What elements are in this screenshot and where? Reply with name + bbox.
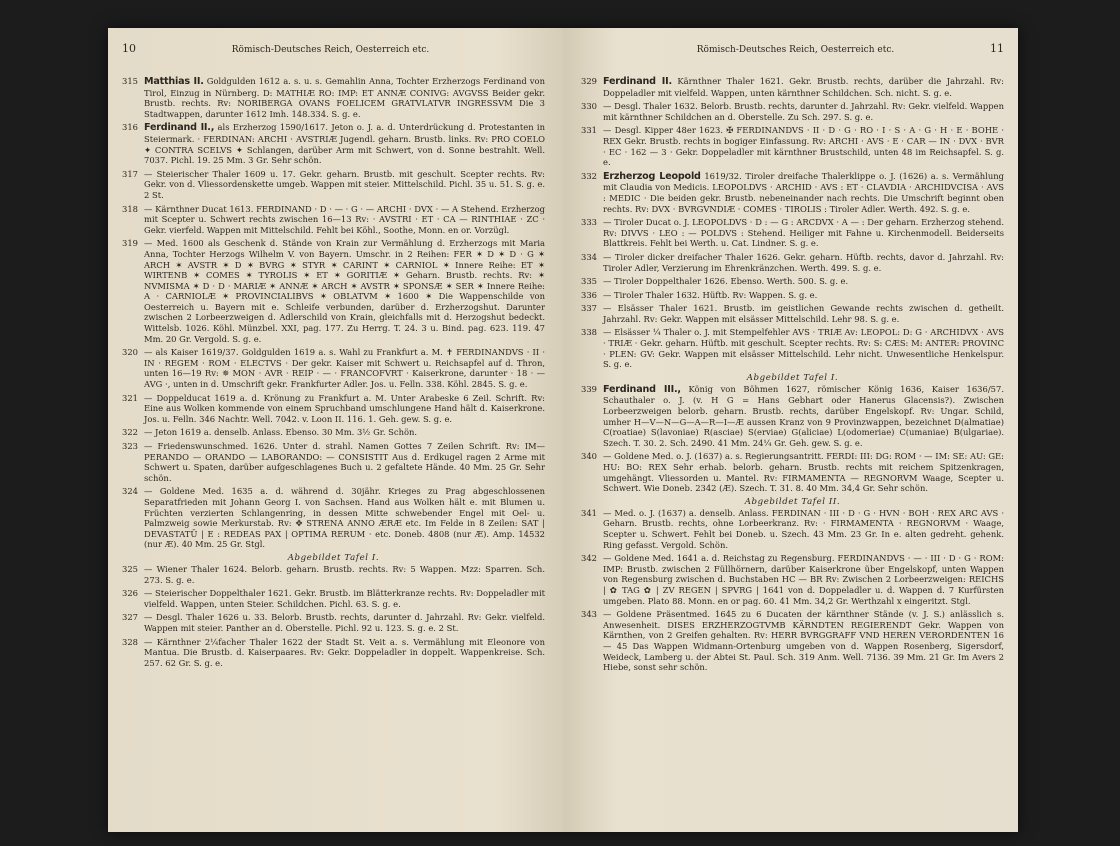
catalog-entry <box>122 427 545 438</box>
lot-number: 318 <box>122 203 138 214</box>
entry-text: — Tiroler Thaler 1632. Hüftb. Rv: Wappen. S. g. e. <box>603 289 818 300</box>
lot-number: 339 <box>581 383 597 394</box>
plate-caption: Abgebildet Tafel I. <box>746 372 839 383</box>
entry-text: — Desgl. Thaler 1632. Belorb. Brustb. rechts, darunter d. Jahrzahl. Rv: Gekr. vielfeld. Wappen mit kärnthner Schildchen an d. Oberstelle. Zu Sch. 297. S. g. e. <box>603 101 1004 122</box>
plate-caption: Abgebildet Tafel II. <box>744 496 841 507</box>
entry-text: — Med. 1600 als Geschenk d. Stände von Krain zur Vermählung d. Erzherzogs mit Maria Anna, Tochter Herzogs Wilhelm V. von Bayern. Umschr. in 2 Reihen: FER ✶ D ✶ D · G ✶ ARCH ✶ AVSTR ✶ D ✶ BVRG ✶ STYR ✶ CARINT ✶ CARNIOL ✶ Innere Reihe: ET ✶ WIRTENB ✶ COMES ✶ TYROLIS ✶ ET ✶ GORITIÆ ✶ Geharn. Brustb. rechts. Rv: ✶ NVMISMA ✶ D · D · MARIÆ ✶ ANNÆ ✶ ARCH ✶ AVSTR ✶ SPONSÆ ✶ SER ✶ Innere Reihe: A · CARNIOLÆ ✶ PROVINCIALIBVS ✶ OBLATVM ✶ 1600 ✶ Die Wappenschilde von Oesterreich u. Bayern mit e. Schleife verbunden, darüber d. Erzherzogshut. Darunter zwischen 2 Lorbeerzweigen d. Adlerschild von Krain, gleichfalls mit d. Herzogshut bedeckt. Wittelsb. 1026. Köhl. Münzbel. XXI, pag. 177. Zu Herrg. T. 24. 3 u. Bind. pag. 623. 119. 47 Mm. 20 Gr. Vergold. S. g. e. <box>144 238 545 344</box>
lot-number: 325 <box>122 563 138 574</box>
book-spread <box>108 28 1018 832</box>
entry-description <box>144 204 545 236</box>
lot-number: 322 <box>122 427 138 438</box>
entry-description <box>144 612 545 633</box>
lot-number: 323 <box>122 441 138 451</box>
catalog-entry <box>581 553 1004 606</box>
entry-description <box>603 553 1004 606</box>
entry-description <box>603 303 1004 324</box>
entry-description <box>603 327 1004 369</box>
catalog-entry <box>581 327 1004 369</box>
entry-text: — Elsässer Thaler 1621. Brustb. im geistlichen Gewande rechts zwischen d. getheilt. Jahrzahl. Rv: Gekr. Wappen mit elsässer Mittelschild. Lehr 98. S. g. e. <box>603 303 1004 324</box>
entry-description <box>603 276 1004 287</box>
catalog-entry <box>122 76 545 119</box>
entry-description <box>603 252 1004 273</box>
ruler-name: Ferdinand II., <box>144 122 215 134</box>
right-page <box>563 28 1018 832</box>
left-running-title: Römisch-Deutsches Reich, Oesterreich etc. <box>231 45 430 55</box>
entry-description <box>144 169 545 201</box>
entry-description <box>603 171 1004 214</box>
catalog-entry <box>581 303 1004 324</box>
catalog-entry <box>581 171 1004 214</box>
lot-number: 338 <box>581 327 597 338</box>
entry-description <box>603 384 1004 449</box>
entry-text: — Kärnthner 2¼facher Thaler 1622 der Stadt St. Veit a. s. Vermählung mit Eleonore von Mantua. Die Brustb. d. Kaiserpaares. Rv: Gekr. Doppeladler in doppelt. Wappenkreise. Sch. 257. 62 Gr. S. g. e. <box>144 636 545 668</box>
entry-description <box>603 451 1004 493</box>
catalog-entry <box>581 101 1004 122</box>
entry-description <box>144 427 545 438</box>
entry-text: — Elsässer ¼ Thaler o. J. mit Stempelfehler AVS · TRIÆ Av: LEOPOL: D: G · ARCHIDVX · AVS · TRIÆ · Gekr. geharn. Hüftb. mit geschult. Scepter rechts. Rv: S: CÆS: M: ANTER: PROVINC · PLEN: GV: Gekr. Wappen mit elsässer Mittelschild. Lehr nicht. Unwesentliche Henkelspur. S. g. e. <box>603 327 1004 370</box>
ruler-name: Ferdinand II. <box>603 76 672 87</box>
entry-text: — Wiener Thaler 1624. Belorb. geharn. Brustb. rechts. Rv: 5 Wappen. Mzz: Sparren. Sch. 273. S. g. e. <box>144 563 545 585</box>
catalog-entry <box>122 486 545 550</box>
right-entry-list <box>581 76 1004 676</box>
ruler-name: Ferdinand III., <box>603 383 681 395</box>
entry-text: — Steierischer Doppelthaler 1621. Gekr. Brustb. im Blätterkranze rechts. Rv: Doppeladler mit vielfeld. Wappen, unten Steier. Schildchen. Pichl. 63. S. g. e. <box>144 588 545 609</box>
entry-text: — Doppelducat 1619 a. d. Krönung zu Frankfurt a. M. Unter Arabeske 6 Zeil. Schrift. Rv: Eine aus Wolken kommende von einem Spruchband umschlungene Hand hält d. Kaiserkrone. Jos. u. Felln. 346 Nachtr. Well. 7042. v. Loon II. 116. 1. Geh. gew. S. g. e. <box>144 392 545 424</box>
entry-description <box>144 76 545 119</box>
entry-description <box>603 217 1004 249</box>
entry-text: — Med. o. J. (1637) a. denselb. Anlass. FERDINAN · III · D · G · HVN · BOH · REX ARC AVS · Geharn. Brustb. rechts, ohne Lorbeerkranz. Rv: · FIRMAMENTA · REGNORVM · Waage, Scepter u. Schwert. Fehlt bei Doneb. u. Szech. 43 Mm. 23 Gr. In e. alten gedreht. gehenk. Ring gefasst. Vergold. Schön. <box>603 507 1004 550</box>
lot-number: 330 <box>581 101 597 112</box>
lot-number: 331 <box>581 125 597 136</box>
catalog-entry <box>122 393 545 425</box>
entry-text: als Erzherzog 1590/1617. Jeton o. J. a. d. Unterdrückung d. Protestanten in Steiermark. · FERDINAN: ARCHI · AVSTRIÆ Jugendl. geharn. Brustb. links. Rv: PRO COELO ✦ CONTRA SCELVS ✦ Schlangen, darüber Arm mit Schwert, von d. Sonne bestrahlt. Well. 7037. Pichl. 19. 25 Mm. 3 Gr. Sehr schön. <box>144 122 545 166</box>
catalog-entry <box>122 441 545 483</box>
catalog-entry <box>581 451 1004 493</box>
lot-number: 315 <box>122 76 138 86</box>
ruler-name: Matthias II. <box>144 76 204 87</box>
catalog-entry <box>122 588 545 609</box>
entry-text: — Tiroler Ducat o. J. LEOPOLDVS · D : — G : ARCDVX · A — : Der geharn. Erzherzog stehend. Rv: DIVVS · LEO : — POLDVS : Stehend. Heiliger mit Fahne u. Kirchenmodell. Beiderseits Blattkreis. Fehlt bei Werth. u. Cat. Lindner. S. g. e. <box>603 217 1004 249</box>
catalog-entry <box>581 508 1004 550</box>
entry-description <box>603 609 1004 673</box>
lot-number: 317 <box>122 168 138 179</box>
right-running-title: Römisch-Deutsches Reich, Oesterreich etc. <box>696 45 895 55</box>
catalog-entry <box>581 125 1004 167</box>
catalog-entry <box>122 347 545 389</box>
ruler-name: Erzherzog Leopold <box>603 170 701 182</box>
lot-number: 324 <box>122 486 138 497</box>
lot-number: 320 <box>122 347 138 358</box>
lot-number: 334 <box>581 251 597 262</box>
entry-text: — Desgl. Kipper 48er 1623. ✠ FERDINANDVS · II · D · G · RO · I · S · A · G · H · E · BOHE · REX Gekr. Brustb. rechts in bogiger Einfassung. Rv: ARCHI · AVS · E · CAR — IN · DVX · BVR · EC · 162 — 3 · Gekr. Doppeladler mit kärnthner Brustschild, unten 48 im Reichsapfel. S. g. e. <box>603 125 1004 168</box>
catalog-entry <box>581 276 1004 287</box>
entry-text: — Tiroler Doppelthaler 1626. Ebenso. Werth. 500. S. g. e. <box>603 276 849 287</box>
entry-description <box>144 238 545 344</box>
catalog-entry <box>122 238 545 344</box>
entry-description <box>144 564 545 585</box>
left-entry-list <box>122 76 545 671</box>
catalog-entry <box>581 290 1004 301</box>
lot-number: 316 <box>122 122 138 133</box>
catalog-entry <box>581 609 1004 673</box>
entry-description <box>144 347 545 389</box>
entry-text: — Goldene Präsentmed. 1645 zu 6 Ducaten der kärnthner Stände (v. J. S.) anlässlich s. Anwesenheit. DISES ERZHERZOGTVMB KÄRNDTEN REGIERENDT Gekr. Wappen von Kärnthen, von 2 Greifen gehalten. Rv: HERR BVRGGRAFF VND HEREN VERORDENTEN 16 — 45 Das Wappen Widmann-Ortenburg umgeben von d. Wappen Rosenberg, Sigersdorf, Weideck, Lamberg u. der Abtei St. Paul. Sch. 319 Anm. Well. 7136. 39 Mm. 21 Gr. Im Avers 2 Hiebe, sonst sehr schön. <box>603 609 1004 673</box>
entry-description <box>144 637 545 669</box>
entry-description <box>144 588 545 609</box>
lot-number: 343 <box>581 609 597 620</box>
lot-number: 336 <box>581 289 597 300</box>
lot-number: 333 <box>581 217 597 228</box>
catalog-entry <box>122 122 545 165</box>
entry-description <box>144 486 545 550</box>
lot-number: 326 <box>122 588 138 599</box>
entry-description <box>603 508 1004 550</box>
lot-number: 332 <box>581 170 597 181</box>
catalog-entry <box>122 637 545 669</box>
entry-description <box>603 125 1004 167</box>
catalog-entry <box>122 564 545 585</box>
entry-description <box>603 76 1004 98</box>
lot-number: 319 <box>122 238 138 249</box>
entry-text: — Friedenswunschmed. 1626. Unter d. strahl. Namen Gottes 7 Zeilen Schrift. Rv: IM— PERANDO — ORANDO — LABORANDO: — CONSISTIT Aus d. Erdkugel ragen 2 Arme mit Schwert u. Spaten, darüber aufgeschlagenes Buch u. 2 gefaltete Hände. 40 Mm. 25 Gr. Sehr schön. <box>144 441 545 483</box>
lot-number: 327 <box>122 612 138 623</box>
entry-description <box>144 441 545 483</box>
entry-text: — Goldene Med. 1641 a. d. Reichstag zu Regensburg. FERDINANDVS · — · III · D · G · ROM: IMP: Brustb. zwischen 2 Füllhörnern, darüber Kaiserkrone über Engelskopf, unten Wappen von Regensburg zwischen d. Buchstaben HC — BR Rv: Zwischen 2 Lorbeerzweigen: REICHS | ✿ TAG ✿ | ZV REGEN | SPVRG | 1641 von d. Doppeladler u. d. Wappen d. 7 Kurfürsten umgeben. Plato 88. Monn. en or pag. 60. 41 Mm. 34,2 Gr. Werthzahl x eingeritzt. Stgl. <box>603 553 1004 606</box>
lot-number: 337 <box>581 303 597 314</box>
entry-description <box>144 393 545 425</box>
catalog-entry <box>122 204 545 236</box>
catalog-entry <box>581 384 1004 449</box>
catalog-entry <box>581 252 1004 273</box>
lot-number: 342 <box>581 553 597 564</box>
entry-text: — Jeton 1619 a. denselb. Anlass. Ebenso. 30 Mm. 3½ Gr. Schön. <box>144 427 418 438</box>
right-page-header <box>581 42 1004 58</box>
entry-text: — Steierischer Thaler 1609 u. 17. Gekr. geharn. Brustb. mit geschult. Scepter rechts. Rv: Gekr. von d. Vliessordenskette umgeb. Wappen mit steier. Mittelschild. Pichl. 35 u. 51. S. g. e. 2 St. <box>144 168 545 200</box>
lot-number: 335 <box>581 276 597 287</box>
entry-text: König von Böhmen 1627, römischer König 1636, Kaiser 1636/57. Schauthaler o. J. (v. H G = Hans Gebhart oder Hanerus Glacensis?). Zwischen Lorbeerzweigen belorb. geharn. Brustb. rechts, darüber Engelskopf. Rv: Ungar. Schild, umher H—V—N—G—A—R—I—Æ aussen Kranz von 9 Provinzwappen, bezeichnet D(almatiae) C(roatiae) S(lavoniae) R(asciae) S(erviae) G(aliciae) L(odomeriae) C(umaniae) B(ulgariae). Szech. T. 30. 2. Sch. 2490. 41 Mm. 24¼ Gr. Geh. gew. S. g. e. <box>603 383 1004 448</box>
entry-text: — Desgl. Thaler 1626 u. 33. Belorb. Brustb. rechts, darunter d. Jahrzahl. Rv: Gekr. vielfeld. Wappen mit steier. Panther an d. Oberstelle. Pichl. 92 u. 123. S. g. e. 2 St. <box>144 612 545 633</box>
right-page-number: 11 <box>989 42 1004 55</box>
entry-text: — Tiroler dicker dreifacher Thaler 1626. Gekr. geharn. Hüftb. rechts, davor d. Jahrzahl. Rv: Tiroler Adler, Verzierung im Ehrenkränzchen. Werth. 499. S. g. e. <box>603 251 1004 273</box>
catalog-entry <box>122 169 545 201</box>
catalog-entry <box>122 612 545 633</box>
entry-text: — Goldene Med. 1635 a. d. während d. 30jähr. Krieges zu Prag abgeschlossenen Separatfrieden mit Johann Georg I. von Sachsen. Hand aus Wolken hält e. mit Blumen u. Früchten verzierten Schlangenring, in dessen Mitte schwebender Engel mit Oel- u. Palmzweig sowie Merkurstab. Rv: ✥ STRENA ANNO ÆRÆ etc. Im Felde in 8 Zeilen: SAT | DEVASTATŪ | E : REDEAS PAX | OPTIMA RERUM · etc. Doneb. 4808 (nur Æ). Amp. 14532 (nur Æ). 40 Mm. 25 Gr. Stgl. <box>144 486 545 550</box>
lot-number: 341 <box>581 507 597 518</box>
entry-text: — Kärnthner Ducat 1613. FERDINAND · D · — · G · — ARCHI · DVX · — A Stehend. Erzherzog mit Scepter u. Schwert rechts zwischen 16—13 Rv: · AVSTRI · ET · CA — RINTHIAE · ZC · Gekr. vierfeld. Wappen mit Mittelschild. Fehlt bei Köhl., Soothe, Monn. en or. Vorzügl. <box>144 203 545 235</box>
left-page-number: 10 <box>122 42 136 55</box>
plate-caption: Abgebildet Tafel I. <box>287 552 380 563</box>
entry-text: — Goldene Med. o. J. (1637) a. s. Regierungsantritt. FERDI: III: DG: ROM · — IM: SE: AU: GE: HU: BO: REX Sehr erhab. belorb. geharn. Brustb. rechts mit reichem Spitzenkragen, umgehängt. Vliessorden u. Mantel. Rv: FIRMAMENTA — REGNORVM Waage, Scepter u. Schwert. Wie Doneb. 2342 (Æ). Szech. T. 31. 8. 40 Mm. 34,4 Gr. Sehr schön. <box>603 451 1004 494</box>
lot-number: 328 <box>122 636 138 647</box>
entry-text: — als Kaiser 1619/37. Goldgulden 1619 a. s. Wahl zu Frankfurt a. M. ✝ FERDINANDVS · II · IN · REGEM · ROM · ELECTVS · Der gekr. Kaiser mit Schwert u. Reichsapfel auf d. Thron, unten 16—19 Rv: ✵ MON · AVR · REIP · — · FRANCOFVRT · Kaiserkrone, darunter · 18 · — AVG ·, unten in d. Umschrift gekr. Frankfurter Adler. Jos. u. Felln. 338. Köhl. 2845. S. g. e. <box>144 347 545 390</box>
entry-description <box>603 101 1004 122</box>
catalog-entry <box>581 76 1004 98</box>
left-page <box>108 28 563 832</box>
catalog-entry <box>581 217 1004 249</box>
entry-text: Goldgulden 1612 a. s. u. s. Gemahlin Anna, Tochter Erzherzogs Ferdinand von Tirol, Einzug in Nürnberg. D: MATHIÆ RO: IMP: ET ANNÆ CONIVG: AVGVSS Beider gekr. Brustb. rechts. Rv: NORIBERGA OVANS FOELICEM GRATVLATVR INGRESSVM Die 3 Stadtwappen, darunter 1612 Imh. 148.334. S. g. e. <box>144 76 545 119</box>
lot-number: 329 <box>581 76 597 86</box>
left-page-header <box>122 42 545 58</box>
entry-description <box>144 122 545 165</box>
entry-description <box>603 290 1004 301</box>
lot-number: 321 <box>122 392 138 403</box>
entry-text: Kärnthner Thaler 1621. Gekr. Brustb. rechts, darüber die Jahrzahl. Rv: Doppeladler mit vielfeld. Wappen, unten kärnthner Schildchen. Sch. nicht. S. g. e. <box>603 76 1004 98</box>
entry-text: 1619/32. Tiroler dreifache Thalerklippe o. J. (1626) a. s. Vermählung mit Claudia von Medicis. LEOPOLDVS · ARCHID · AVS : ET · CLAVDIA · ARCHIDVCISA · AVS : MEDIC · Die beiden gekr. Brustb. nebeneinander nach rechts. Die Umschrift beginnt oben rechts. Rv: DVX · BVRGVNDIÆ · COMES · TIROLIS : Tiroler Adler. Werth. 492. S. g. e. <box>603 170 1004 214</box>
lot-number: 340 <box>581 451 597 462</box>
